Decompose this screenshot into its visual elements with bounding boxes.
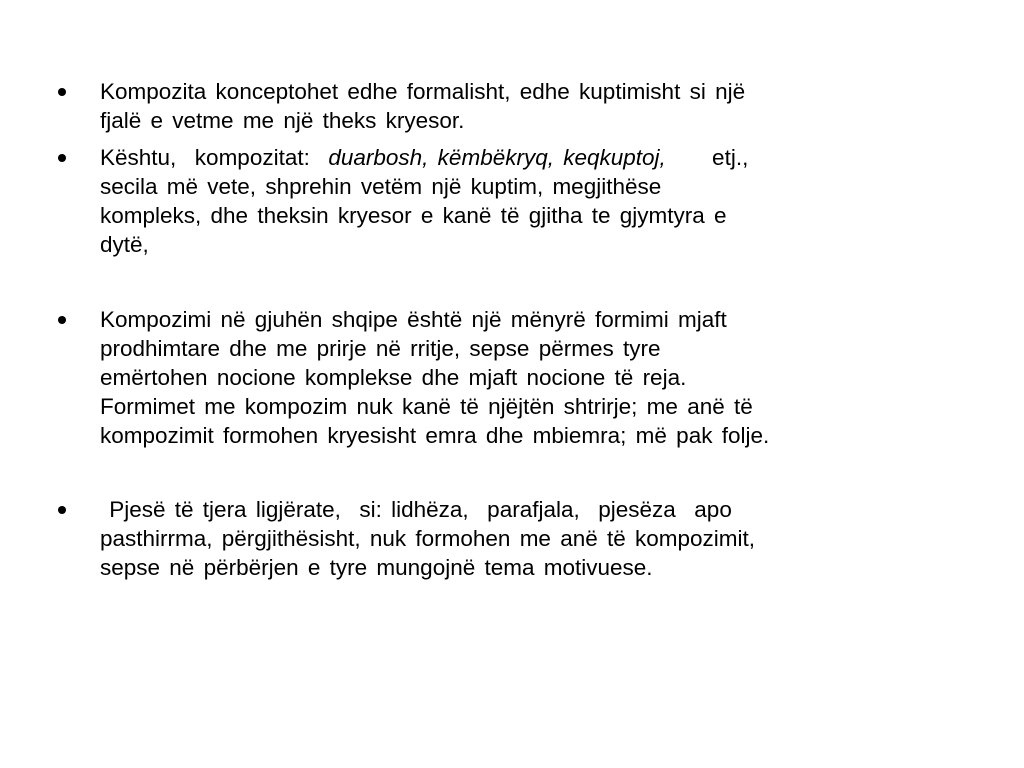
bullet-item-compound-examples xyxy=(58,143,978,259)
bullet-line: pasthirrma, përgjithësisht, nuk formohen me anë të kompozimit, xyxy=(100,526,756,551)
bullet-line: Kompozimi në gjuhën shqipe është një mënyrë formimi mjaft xyxy=(100,307,727,332)
bullet-line: Kompozita konceptohet edhe formalisht, edhe kuptimisht si një xyxy=(100,79,746,104)
bullet-line: kompleks, dhe theksin kryesor e kanë të gjitha te gjymtyra e xyxy=(100,203,727,228)
bullet-line: sepse në përbërjen e tyre mungojnë tema motivuese. xyxy=(100,555,653,580)
bullet-dot-icon xyxy=(58,88,66,96)
bullet-text: etj., xyxy=(665,145,749,170)
bullet-line: dytë, xyxy=(100,232,149,257)
bullet-item-other-parts-of-speech xyxy=(58,495,978,582)
bullet-line: Formimet me kompozim nuk kanë të njëjtën shtrirje; me anë të xyxy=(100,394,753,419)
bullet-line: kompozimit formohen kryesisht emra dhe mbiemra; më pak folje. xyxy=(100,423,770,448)
bullet-line xyxy=(100,143,978,172)
bullet-dot-icon xyxy=(58,506,66,514)
bullet-line: emërtohen nocione komplekse dhe mjaft nocione të reja. xyxy=(100,365,687,390)
bullet-line: fjalë e vetme me një theks kryesor. xyxy=(100,108,465,133)
bullet-text: Kështu, kompozitat: xyxy=(100,145,329,170)
bullet-line: Pjesë të tjera ligjërate, si: lidhëza, parafjala, pjesëza apo xyxy=(100,497,732,522)
bullet-item-compounds-concept xyxy=(58,77,978,135)
bullet-dot-icon xyxy=(58,316,66,324)
bullet-dot-icon xyxy=(58,154,66,162)
bullet-line: prodhimtare dhe me prirje në rritje, sepse përmes tyre xyxy=(100,336,661,361)
example-words: duarbosh, këmbëkryq, keqkuptoj, xyxy=(328,145,666,170)
bullet-line: secila më vete, shprehin vetëm një kuptim, megjithëse xyxy=(100,174,662,199)
bullet-item-compounding-productivity xyxy=(58,305,978,450)
bullet-list xyxy=(58,77,978,582)
